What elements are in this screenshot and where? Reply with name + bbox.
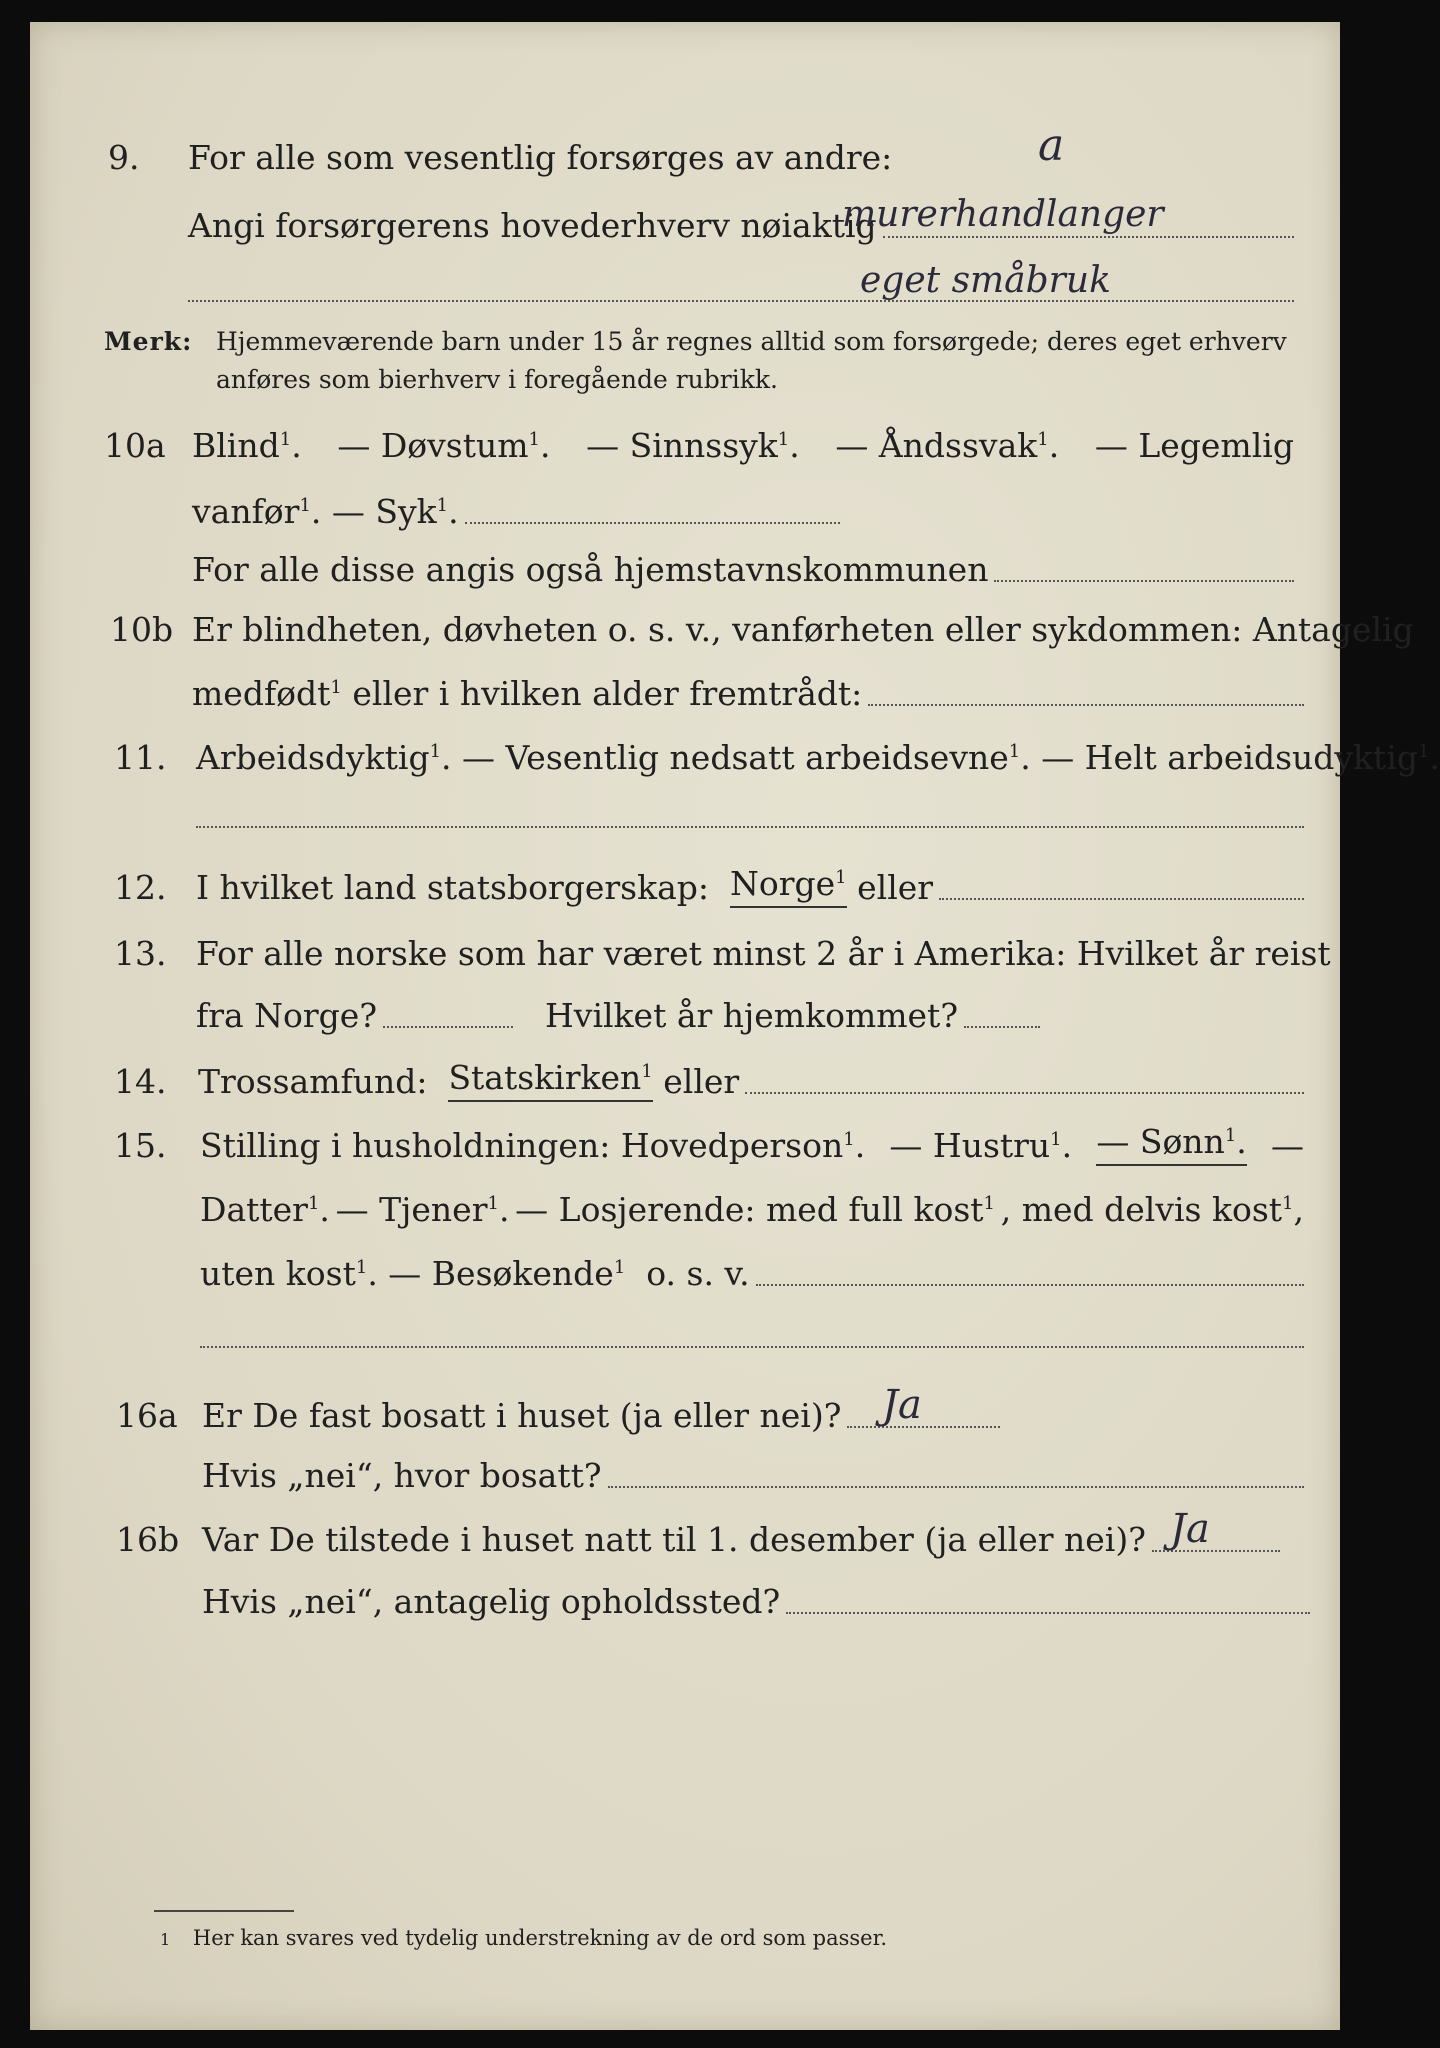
q11-line1 xyxy=(30,734,1440,778)
q12-answer-line[interactable] xyxy=(939,897,1304,900)
census-form-page xyxy=(30,22,1440,2030)
q11-arbeidsdyktig[interactable]: Arbeidsdyktig$^1$. xyxy=(196,738,463,777)
q11-line2 xyxy=(30,792,1340,836)
q13-text1: For alle norske som har været minst 2 år i Amerika: Hvilket år reist xyxy=(196,934,1331,973)
q10a-hjemstavn-line[interactable] xyxy=(994,579,1294,582)
q16b-line1 xyxy=(30,1516,1340,1560)
q9-handwritten-answer2: eget småbruk xyxy=(860,260,1111,301)
q10a-syk[interactable]: — Syk$^1$. xyxy=(331,492,459,531)
q10a-line2 xyxy=(30,488,1340,532)
q9-line1 xyxy=(30,134,1340,178)
q15-answer-line2[interactable] xyxy=(200,1345,1304,1348)
q14-line xyxy=(30,1058,1340,1102)
merk-line2 xyxy=(30,356,1340,400)
footnote-rule xyxy=(154,1910,294,1912)
q16a-answer-line[interactable] xyxy=(847,1425,1000,1428)
q12-number: 12. xyxy=(114,868,167,907)
q11-number: 11. xyxy=(114,738,167,777)
footnote xyxy=(160,1926,887,1950)
q15-sonn[interactable]: — Sønn$^1$. xyxy=(1096,1122,1246,1166)
q15-dash: — xyxy=(1271,1126,1304,1165)
q16a-text2: Hvis „nei“, hvor bosatt? xyxy=(202,1456,602,1495)
q16a-bosatt-line[interactable] xyxy=(608,1485,1304,1488)
q11-udyktig[interactable]: — Helt arbeidsudyktig$^1$. xyxy=(1041,738,1440,777)
q16b-handwritten-answer: Ja xyxy=(1170,1506,1210,1552)
q15-datter[interactable]: Datter$^1$. xyxy=(200,1190,330,1229)
footnote-mark: 1 xyxy=(160,1930,171,1949)
q10a-text3: For alle disse angis også hjemstavnskommunen xyxy=(192,550,989,589)
q13-text2b: Hvilket år hjemkommet? xyxy=(545,996,959,1035)
q15-hovedperson[interactable]: Stilling i husholdningen: Hovedperson$^1$. xyxy=(200,1126,866,1165)
q15-line4 xyxy=(30,1312,1340,1356)
q11-answer-line[interactable] xyxy=(196,825,1304,828)
q9-handwritten-answer1: murerhandlanger xyxy=(842,194,1164,235)
q15-line3 xyxy=(30,1250,1340,1294)
q15-full-kost[interactable]: — Losjerende: med full kost$^1$ xyxy=(515,1190,995,1229)
q13-line2 xyxy=(30,992,1340,1036)
q16b-line2 xyxy=(30,1578,1340,1622)
q15-hustru[interactable]: — Hustru$^1$. xyxy=(889,1126,1073,1165)
q10a-andssvak[interactable]: — Åndssvak$^1$. xyxy=(835,426,1060,465)
q14-answer-line[interactable] xyxy=(745,1091,1304,1094)
q15-besokende[interactable]: — Besøkende$^1$ xyxy=(388,1254,626,1293)
q9-number: 9. xyxy=(108,138,140,177)
q13-reist-line[interactable] xyxy=(383,1025,513,1028)
q9-line3 xyxy=(30,266,1340,310)
q16b-text2: Hvis „nei“, antagelig opholdssted? xyxy=(202,1582,781,1621)
q13-line1 xyxy=(30,930,1340,974)
q10a-answer-line[interactable] xyxy=(465,521,840,524)
q16a-line1 xyxy=(30,1392,1340,1436)
q12-line xyxy=(30,864,1340,908)
merk-text1: Hjemmeværende barn under 15 år regnes alltid som forsørgede; deres eget erhverv xyxy=(216,327,1287,356)
q16b-number: 16b xyxy=(116,1520,180,1559)
q10a-line3 xyxy=(30,546,1340,590)
q10a-legemlig[interactable]: — Legemlig xyxy=(1094,426,1294,465)
q10b-text1: Er blindheten, døvheten o. s. v., vanførheten eller sykdommen: Antagelig xyxy=(192,610,1414,649)
q12-eller: eller xyxy=(857,868,934,907)
q10b-answer-line[interactable] xyxy=(868,703,1304,706)
q16a-line2 xyxy=(30,1452,1340,1496)
q15-number: 15. xyxy=(114,1126,167,1165)
footnote-text: Her kan svares ved tydelig understrekning av de ord som passer. xyxy=(192,1926,888,1950)
q10b-medfodt[interactable]: medfødt$^1$ xyxy=(192,674,342,713)
q11-nedsatt[interactable]: — Vesentlig nedsatt arbeidsevne$^1$. xyxy=(462,738,1042,777)
q10b-line2 xyxy=(30,670,1340,714)
q14-eller: eller xyxy=(663,1062,740,1101)
q16a-number: 16a xyxy=(116,1396,178,1435)
q13-number: 13. xyxy=(114,934,167,973)
q15-line1 xyxy=(30,1122,1340,1166)
q13-hjemkommet-line[interactable] xyxy=(964,1025,1040,1028)
q10b-number: 10b xyxy=(110,610,174,649)
q9-answer-line2[interactable] xyxy=(188,299,1294,302)
q10a-number: 10a xyxy=(104,426,166,465)
q14-statskirken[interactable]: Statskirken$^1$ xyxy=(448,1058,652,1102)
q12-text: I hvilket land statsborgerskap: xyxy=(196,868,710,907)
q9-text2: Angi forsørgerens hovederhverv nøiaktig xyxy=(188,206,877,245)
q16b-opholdssted-line[interactable] xyxy=(786,1611,1310,1614)
q15-answer-line1[interactable] xyxy=(756,1283,1304,1286)
q9-handwritten-mark: a xyxy=(1038,120,1065,171)
q10b-text2: eller i hvilken alder fremtrådt: xyxy=(352,674,863,713)
q15-osv: o. s. v. xyxy=(646,1254,750,1293)
merk-label: Merk: xyxy=(104,327,193,356)
q13-text2a: fra Norge? xyxy=(196,996,378,1035)
q9-text1: For alle som vesentlig forsørges av andre: xyxy=(188,138,893,177)
merk-text2: anføres som bierhverv i foregående rubrikk. xyxy=(216,365,778,394)
q15-delvis-kost[interactable]: , med delvis kost$^1$, xyxy=(1000,1190,1304,1229)
q10b-line1 xyxy=(30,606,1414,650)
q10a-sinnssyk[interactable]: — Sinnssyk$^1$. xyxy=(586,426,800,465)
q15-tjener[interactable]: — Tjener$^1$. xyxy=(335,1190,510,1229)
q15-line2 xyxy=(30,1186,1340,1230)
q10a-vanfor[interactable]: vanfør$^1$. xyxy=(192,492,332,531)
q16a-text1: Er De fast bosatt i huset (ja eller nei)? xyxy=(202,1396,842,1435)
q12-norge[interactable]: Norge$^1$ xyxy=(730,864,847,908)
q16b-text1: Var De tilstede i huset natt til 1. desember (ja eller nei)? xyxy=(202,1520,1146,1559)
q14-text: Trossamfund: xyxy=(198,1062,428,1101)
q9-answer-line1[interactable] xyxy=(883,235,1294,238)
q16a-handwritten-answer: Ja xyxy=(882,1382,922,1428)
q14-number: 14. xyxy=(114,1062,167,1101)
q10a-blind[interactable]: Blind$^1$. xyxy=(192,426,302,465)
q10a-line1 xyxy=(30,422,1340,466)
q15-uten-kost[interactable]: uten kost$^1$. xyxy=(200,1254,389,1293)
q10a-dovstum[interactable]: — Døvstum$^1$. xyxy=(337,426,551,465)
